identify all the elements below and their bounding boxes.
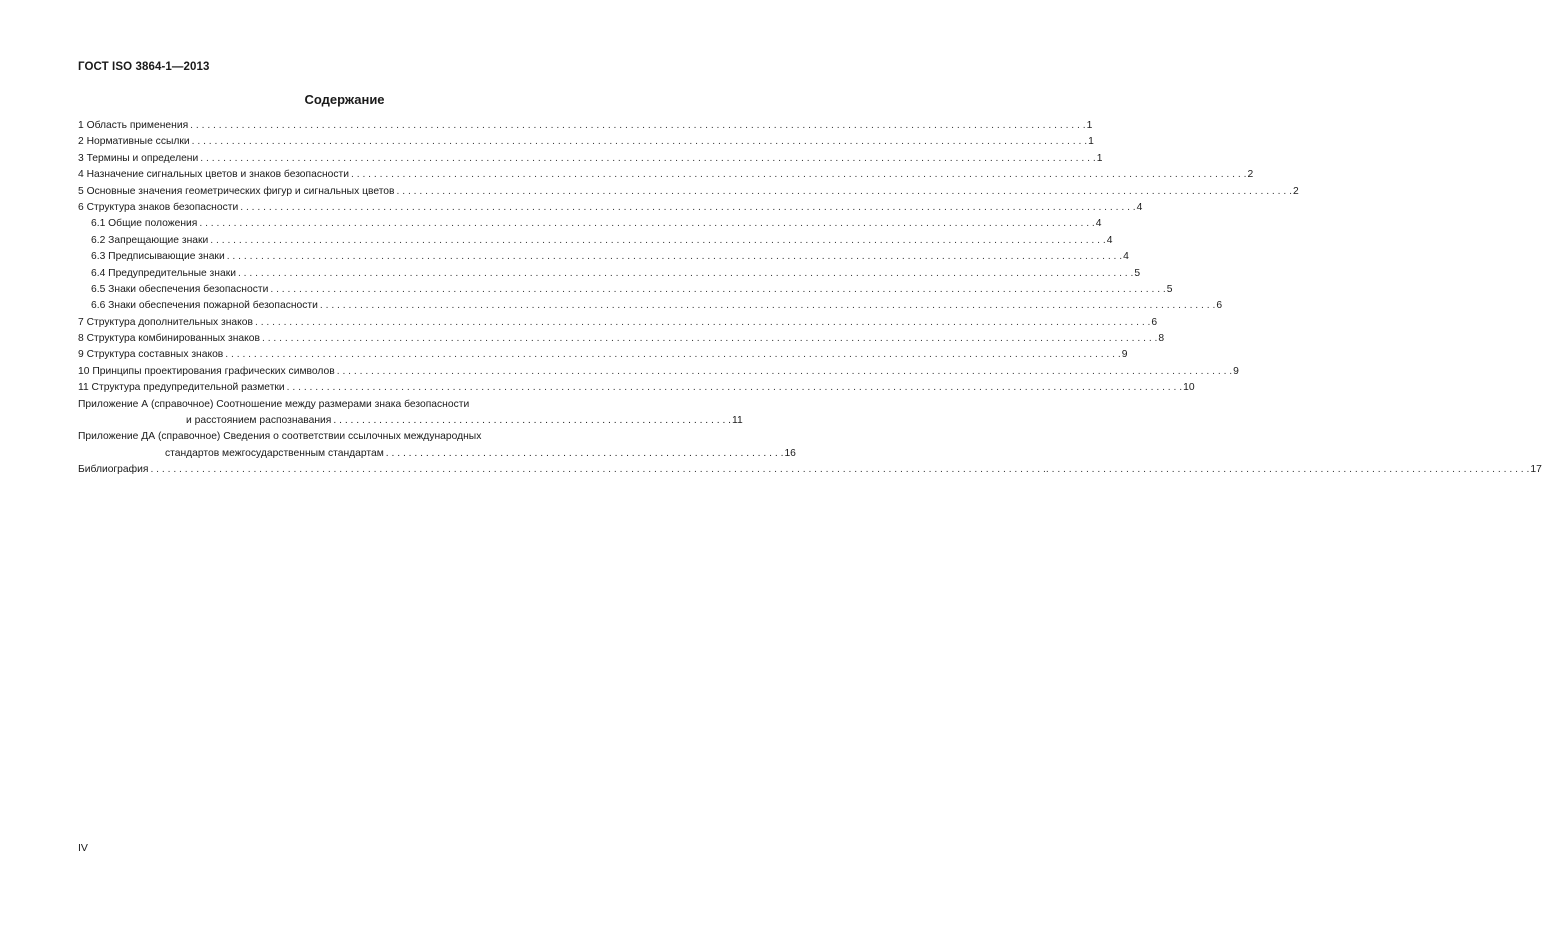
toc-entry[interactable]	[78, 151, 1103, 167]
toc-leader-dots	[270, 282, 1165, 298]
toc-entry-label-continued: стандартов межгосударственным стандартам	[165, 447, 384, 459]
toc-entry-label: Библиография	[78, 464, 149, 476]
toc-entry-page: 2	[1292, 185, 1299, 197]
toc-entry-page: 16	[784, 447, 796, 459]
toc-entry-page: 1	[1086, 119, 1093, 131]
toc-entry[interactable]	[78, 364, 1239, 380]
toc-entry[interactable]	[78, 167, 1254, 183]
toc-entry-page: 2	[1247, 169, 1254, 181]
toc-entry-page: 11	[732, 415, 743, 427]
page-number: IV	[78, 842, 88, 854]
toc-entry-appendix-da[interactable]	[78, 429, 796, 462]
toc-entry-label: 11 Структура предупредительной разметки	[78, 382, 285, 394]
toc-leader-dots: . . . . . . . . . . . . . . . . . . . . . . . . . . . . . . . . . . . . . . . . . . . . . . . . . . . . . . . . . . . . . . . . . . . . . .	[385, 447, 784, 459]
toc-entry-page: 6	[1151, 316, 1158, 328]
toc-entry-page: 9	[1121, 349, 1128, 361]
toc-leader-dots	[190, 118, 1085, 134]
document-code: ГОСТ ISO 3864-1—2013	[78, 61, 210, 73]
toc-entry-page: 4	[1106, 234, 1113, 246]
toc-entry-page: 1	[1096, 152, 1103, 164]
toc-entry-label: 2 Нормативные ссылки	[78, 136, 190, 148]
toc-leader-dots	[225, 347, 1120, 363]
toc-entry[interactable]	[78, 380, 1195, 396]
toc-leader-dots	[287, 380, 1182, 396]
toc-entry-page: 4	[1123, 251, 1129, 263]
toc-entry-appendix-a[interactable]	[78, 397, 743, 430]
toc-entry[interactable]	[78, 118, 1093, 134]
toc-entry-label: 4 Назначение сигнальных цветов и знаков безопасности	[78, 169, 350, 181]
toc-entry-label: Приложение А (справочное) Соотношение между размерами знака безопасности	[78, 398, 470, 410]
toc-entry-label: 10 Принципы проектирования графических символов	[78, 365, 335, 377]
toc-entry-page: 4	[1136, 201, 1143, 213]
toc-leader-dots: . . . . . . . . . . . . . . . . . . . . . . . . . . . . . . . . . . . . . . . . . . . . . . . . . . . . . . . . . . . . . . . . . . . . . . . . . . . . . . . . . . . . . . . .	[150, 462, 1529, 478]
toc-leader-dots	[227, 249, 1122, 265]
toc-entry[interactable]	[78, 249, 1129, 265]
toc-entry[interactable]	[78, 233, 1113, 249]
toc-entry-page: 4	[1095, 218, 1102, 230]
toc-leader-dots	[351, 167, 1246, 183]
toc-entry-bibliography[interactable]	[78, 462, 1542, 478]
toc-leader-dots	[397, 184, 1292, 200]
toc-leader-dots	[255, 315, 1150, 331]
toc-entry-label: 6.6 Знаки обеспечения пожарной безопасности	[91, 300, 318, 312]
toc-entry-label: 1 Область применения	[78, 119, 189, 131]
toc-entry-page: 9	[1233, 365, 1239, 377]
toc-entry[interactable]	[78, 184, 1299, 200]
toc-entry-page: 5	[1134, 267, 1141, 279]
toc-leader-dots	[210, 233, 1105, 249]
toc-entry-label: 6.2 Запрещающие знаки	[91, 234, 209, 246]
toc-entry-label-continued: и расстоянием распознавания	[186, 415, 332, 427]
table-of-contents	[78, 118, 1542, 479]
toc-leader-dots	[320, 298, 1215, 314]
toc-entry[interactable]	[78, 315, 1158, 331]
toc-leader-dots	[192, 134, 1087, 150]
toc-leader-dots	[199, 216, 1094, 232]
toc-entry-page: 5	[1166, 283, 1173, 295]
toc-entries	[78, 118, 1299, 397]
toc-entry-label: 3 Термины и определени	[78, 152, 199, 164]
toc-leader-dots	[200, 151, 1095, 167]
toc-entry[interactable]	[78, 331, 1165, 347]
toc-entry[interactable]	[78, 266, 1141, 282]
toc-entry-label: 7 Структура дополнительных знаков	[78, 316, 253, 328]
toc-entry[interactable]	[78, 347, 1128, 363]
toc-entry-page: 8	[1158, 333, 1165, 345]
toc-entry-page: 1	[1088, 136, 1094, 148]
toc-entry-label: 6 Структура знаков безопасности	[78, 201, 239, 213]
toc-entry-label: 9 Структура составных знаков	[78, 349, 224, 361]
toc-leader-dots	[262, 331, 1157, 347]
toc-entry[interactable]	[78, 200, 1143, 216]
toc-leader-dots	[337, 364, 1232, 380]
toc-entry-label: 6.5 Знаки обеспечения безопасности	[91, 283, 269, 295]
toc-entry[interactable]	[78, 134, 1094, 150]
toc-entry-page: 10	[1183, 382, 1195, 394]
toc-entry-label: 6.1 Общие положения	[91, 218, 198, 230]
toc-entry-page: 6	[1216, 300, 1223, 312]
toc-entry-label: 8 Структура комбинированных знаков	[78, 333, 260, 345]
toc-title: Содержание	[304, 92, 385, 107]
toc-leader-dots	[238, 266, 1133, 282]
toc-leader-dots	[240, 200, 1135, 216]
toc-entry-page: 17	[1530, 464, 1542, 476]
toc-entry[interactable]	[78, 298, 1223, 314]
toc-entry[interactable]	[78, 282, 1173, 298]
toc-entry[interactable]	[78, 216, 1102, 232]
toc-leader-dots: . . . . . . . . . . . . . . . . . . . . . . . . . . . . . . . . . . . . . . . . . . . . . . . . . . . . . . . . . . . . . . . . . . . . . .	[333, 415, 732, 427]
toc-entry-label: 5 Основные значения геометрических фигур и сигнальных цветов	[78, 185, 395, 197]
toc-entry-label: Приложение ДА (справочное) Сведения о соответствии ссылочных международных	[78, 431, 482, 443]
toc-entry-label: 6.3 Предписывающие знаки	[91, 251, 225, 263]
toc-entry-label: 6.4 Предупредительные знаки	[91, 267, 236, 279]
